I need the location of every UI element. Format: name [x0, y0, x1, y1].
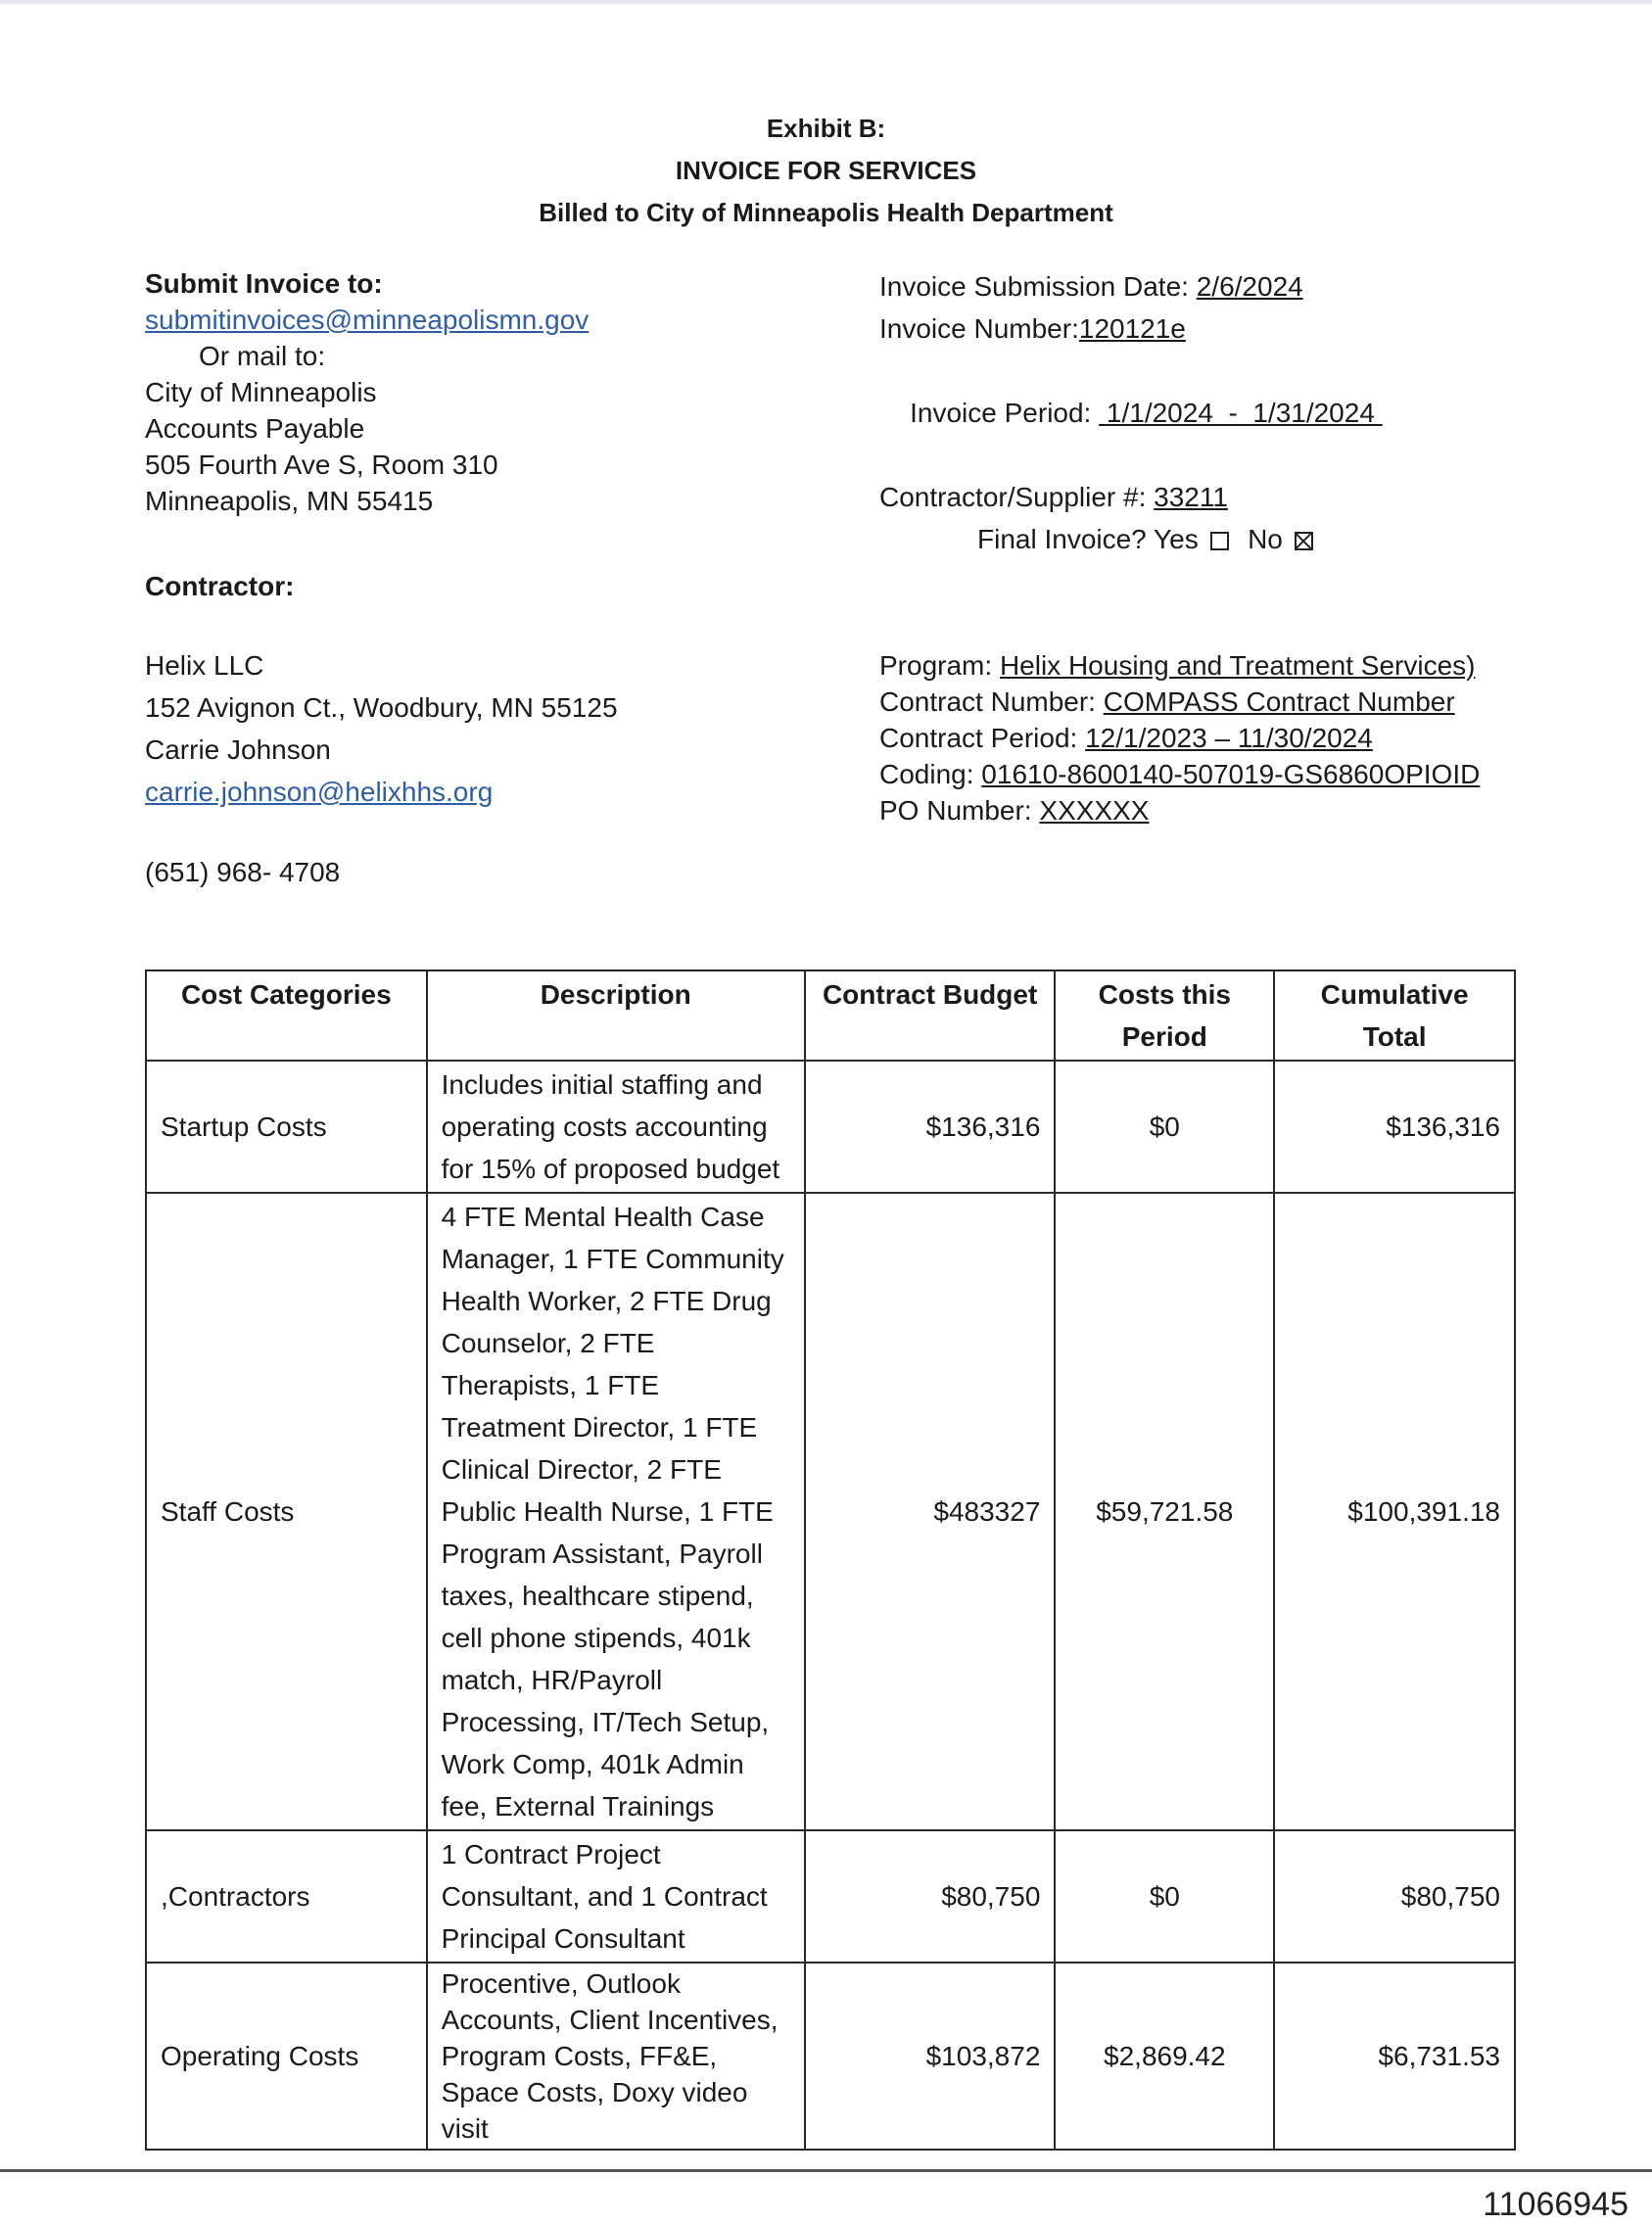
- cumulative-total-cell: $80,750: [1274, 1830, 1515, 1963]
- contractor-block: [145, 644, 618, 813]
- contract-period-row: [879, 720, 1480, 756]
- program-info-block: [879, 647, 1480, 828]
- contract-budget-cell: $103,872: [805, 1963, 1056, 2150]
- contract-budget-cell: $483327: [805, 1193, 1056, 1830]
- final-yes-label: Yes: [1154, 524, 1199, 554]
- coding-value: 01610-8600140-507019-GS6860OPIOID: [981, 759, 1481, 789]
- document-number: 11066945: [1483, 2186, 1628, 2223]
- supplier-number-value: 33211: [1154, 482, 1228, 512]
- cumulative-total-cell: $136,316: [1274, 1061, 1515, 1193]
- table-row: [146, 1830, 1515, 1963]
- contractor-heading: Contractor:: [145, 571, 295, 601]
- mail-address-line: Accounts Payable: [145, 413, 365, 444]
- column-header: Description: [427, 970, 805, 1061]
- table-row: [146, 1061, 1515, 1193]
- program-label: Program:: [879, 650, 1000, 681]
- description-cell: 1 Contract Project Consultant, and 1 Contract Principal Consultant: [427, 1830, 805, 1963]
- billed-to-line: Billed to City of Minneapolis Health Department: [539, 198, 1113, 227]
- po-number-value: XXXXXX: [1039, 795, 1150, 826]
- costs-this-period-cell: $59,721.58: [1055, 1193, 1274, 1830]
- program-row: [879, 647, 1480, 684]
- cumulative-total-cell: $6,731.53: [1274, 1963, 1515, 2150]
- invoice-number-value: 120121e: [1078, 313, 1186, 344]
- document-header: [0, 108, 1652, 234]
- column-header: Cumulative Total: [1274, 970, 1515, 1061]
- submit-heading: Submit Invoice to:: [145, 268, 383, 299]
- invoice-number-row: [879, 308, 1383, 350]
- contractor-phone: (651) 968- 4708: [145, 857, 341, 887]
- final-no-label: No: [1248, 524, 1283, 554]
- costs-this-period-cell: $0: [1055, 1061, 1274, 1193]
- coding-label: Coding:: [879, 759, 982, 789]
- submission-date-value: 2/6/2024: [1196, 271, 1303, 302]
- description-cell: Procentive, Outlook Accounts, Client Incentives, Program Costs, FF&E, Space Costs, Doxy video visit: [427, 1963, 805, 2150]
- cost-category-cell: ,Contractors: [146, 1830, 427, 1963]
- mail-address-line: City of Minneapolis: [145, 377, 377, 407]
- contractor-contact: Carrie Johnson: [145, 734, 331, 765]
- invoice-period-row: [879, 350, 1383, 476]
- invoice-info-block: [879, 265, 1383, 560]
- contractor-name: Helix LLC: [145, 650, 264, 681]
- costs-this-period-cell: $2,869.42: [1055, 1963, 1274, 2150]
- costs-this-period-cell: $0: [1055, 1830, 1274, 1963]
- bottom-scan-edge: [0, 2169, 1652, 2172]
- or-mail-label: Or mail to:: [199, 341, 326, 371]
- final-invoice-label: Final Invoice?: [977, 524, 1147, 554]
- supplier-number-row: [879, 476, 1383, 518]
- contract-budget-cell: $136,316: [805, 1061, 1056, 1193]
- po-number-row: [879, 792, 1480, 828]
- contract-period-value: 12/1/2023 – 11/30/2024: [1085, 723, 1373, 753]
- cost-category-cell: Operating Costs: [146, 1963, 427, 2150]
- final-invoice-row: [879, 518, 1383, 560]
- supplier-number-label: Contractor/Supplier #:: [879, 482, 1155, 512]
- contractor-address: 152 Avignon Ct., Woodbury, MN 55125: [145, 692, 618, 723]
- final-yes-checkbox[interactable]: [1210, 532, 1229, 550]
- submission-date-label: Invoice Submission Date:: [879, 271, 1197, 302]
- invoice-title: INVOICE FOR SERVICES: [675, 156, 977, 185]
- final-no-checkbox[interactable]: [1295, 532, 1313, 550]
- invoice-period-value: 1/1/2024 - 1/31/2024: [1099, 398, 1383, 428]
- table-row: [146, 1193, 1515, 1830]
- po-number-label: PO Number:: [879, 795, 1040, 826]
- cost-category-cell: Startup Costs: [146, 1061, 427, 1193]
- cumulative-total-cell: $100,391.18: [1274, 1193, 1515, 1830]
- column-header: Contract Budget: [805, 970, 1056, 1061]
- cost-category-cell: Staff Costs: [146, 1193, 427, 1830]
- coding-row: [879, 756, 1480, 792]
- mail-address-line: 505 Fourth Ave S, Room 310: [145, 450, 498, 480]
- submit-email-link[interactable]: submitinvoices@minneapolismn.gov: [145, 305, 590, 335]
- exhibit-label: Exhibit B:: [766, 114, 886, 143]
- table-header-row: [146, 970, 1515, 1061]
- invoice-period-label: Invoice Period:: [910, 398, 1100, 428]
- contract-number-label: Contract Number:: [879, 686, 1104, 717]
- cost-table: [145, 970, 1516, 2151]
- column-header: Cost Categories: [146, 970, 427, 1061]
- contractor-email-link[interactable]: carrie.johnson@helixhhs.org: [145, 777, 494, 807]
- description-cell: 4 FTE Mental Health Case Manager, 1 FTE Community Health Worker, 2 FTE Drug Counselor, 2 FTE Therapists, 1 FTE Treatment Director, 1 FTE Clinical Director, 2 FTE Public Health Nurse, 1 FTE Program Assistant, Payroll taxes, healthcare stipend, cell phone stipends, 401k match, HR/Payroll Processing, IT/Tech Setup, Work Comp, 401k Admin fee, External Trainings: [427, 1193, 805, 1830]
- contract-period-label: Contract Period:: [879, 723, 1086, 753]
- contract-number-value: COMPASS Contract Number: [1103, 686, 1455, 717]
- contract-budget-cell: $80,750: [805, 1830, 1056, 1963]
- submit-invoice-block: [145, 265, 589, 519]
- program-value: Helix Housing and Treatment Services): [999, 650, 1476, 681]
- description-cell: Includes initial staffing and operating costs accounting for 15% of proposed budget: [427, 1061, 805, 1193]
- invoice-number-label: Invoice Number:: [879, 313, 1079, 344]
- top-scan-edge: [0, 0, 1652, 4]
- mail-address-line: Minneapolis, MN 55415: [145, 486, 434, 516]
- column-header: Costs this Period: [1055, 970, 1274, 1061]
- contract-number-row: [879, 684, 1480, 720]
- submission-date-row: [879, 265, 1383, 308]
- table-row: [146, 1963, 1515, 2150]
